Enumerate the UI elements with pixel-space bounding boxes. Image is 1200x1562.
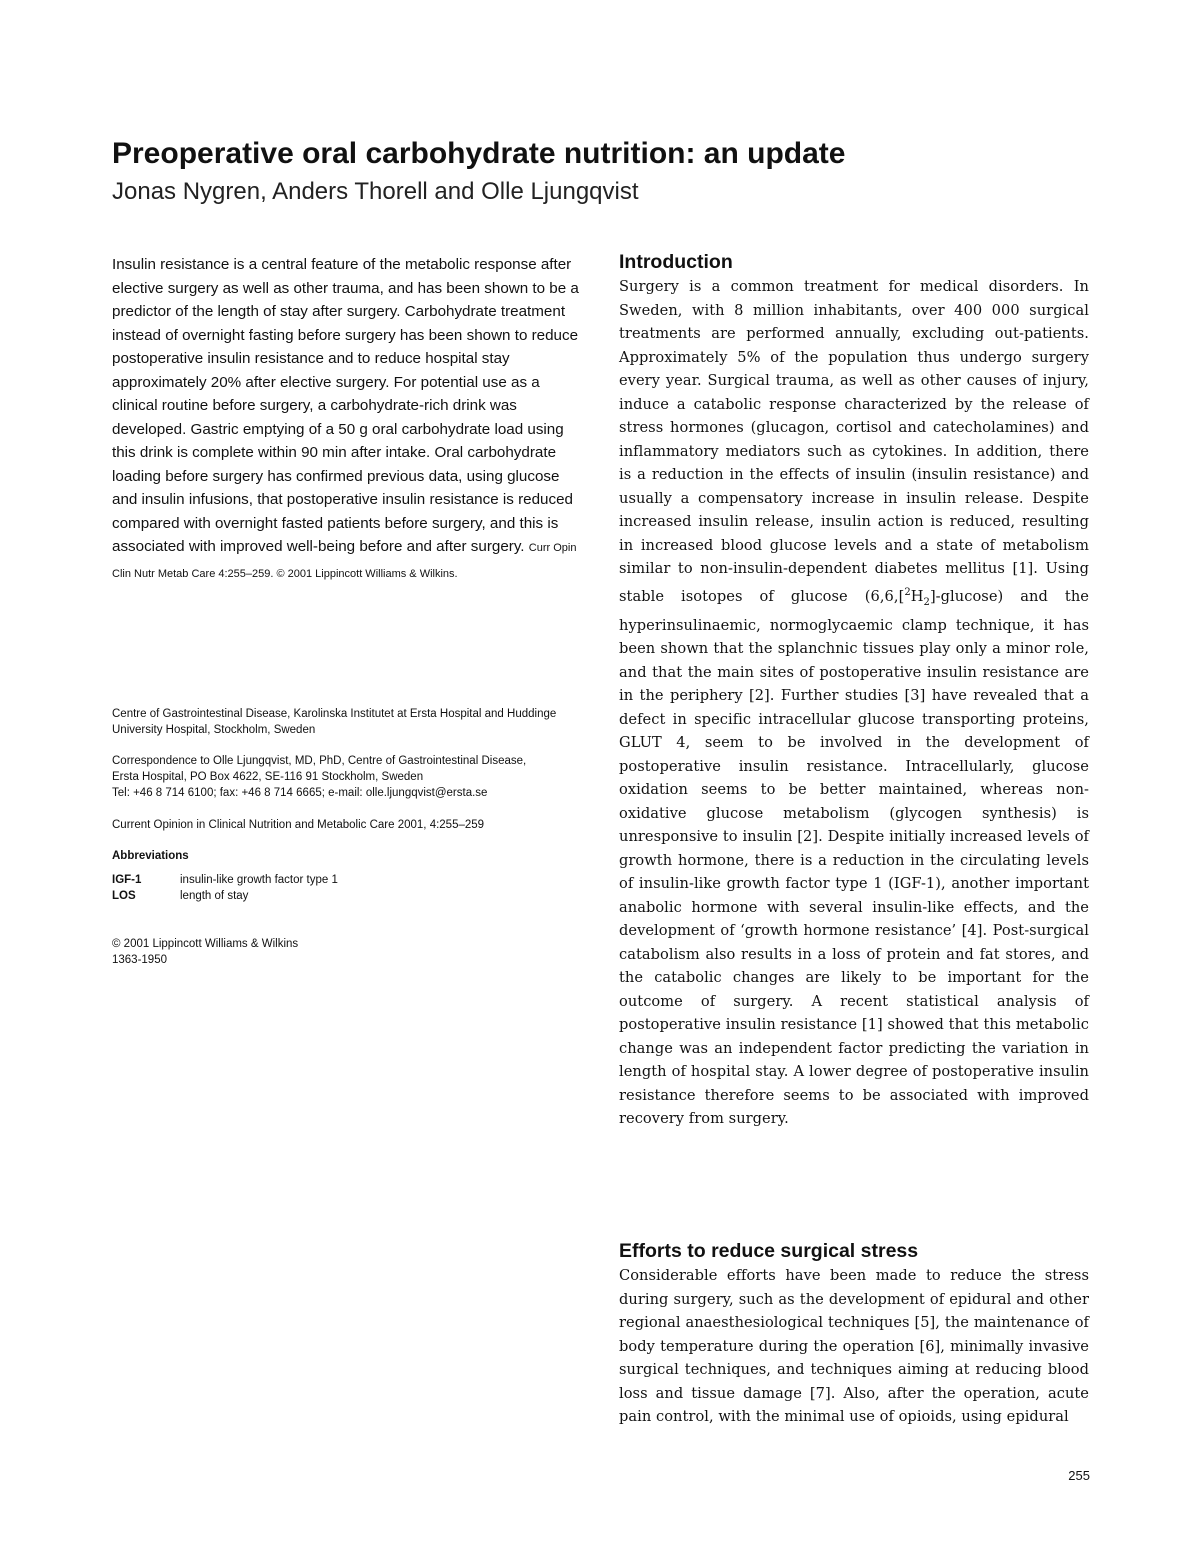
page-number: 255 — [1068, 1468, 1090, 1483]
efforts-text: Considerable efforts have been made to reduce the stress during surgery, such as the development of epidural and other regional anaesthesiological techniques [5], the maintenance of body temperature during the operation [6], minimally invasive surgical techniques, and techniques aiming at reducing blood loss and tissue damage [7]. Also, after the operation, acute pain control, with the minimal use of opioids, using epidural — [619, 1267, 1089, 1425]
correspondence-block — [112, 753, 586, 801]
issn-text: 1363-1950 — [112, 954, 167, 966]
abstract-citation: Curr Opin Clin Nutr Metab Care 4:255–259. © 2001 Lippincott Williams & Wilkins. — [112, 542, 577, 580]
introduction-text-part-2: ]-glucose) and the hyperinsulinaemic, normoglycaemic clamp technique, it has been shown that the splanchnic tissues play only a minor role, and that the main sites of postoperative insulin resistance are in the periphery [2]. Further studies [3] have revealed that a defect in specific intracellular glucose transporting proteins, GLUT 4, seem to be involved in the development of postoperative insulin resistance. Intracellularly, glucose oxidation seems to be better maintained, whereas non-oxidative glucose metabolism (glycogen synthesis) is unresponsive to insulin [2]. Despite initially increased levels of growth hormone, there is a reduction in the circulating levels of insulin-like growth factor type 1 (IGF-1), another important anabolic hormone with several insulin-like effects, and the development of ‘growth hormone resistance’ [4]. Post-surgical catabolism also results in a loss of protein and fat stores, and the catabolic changes are likely to be important for the outcome of surgery. A recent statistical analysis of postoperative insulin resistance [1] showed that this metabolic change was an independent factor predicting the variation in length of hospital stay. A lower degree of postoperative insulin resistance therefore seems to be associated with improved recovery from surgery. — [619, 587, 1089, 1128]
correspondence-line-1: Correspondence to Olle Ljungqvist, MD, PhD, Centre of Gastrointestinal Disease, — [112, 755, 527, 767]
abbreviation-row — [112, 872, 338, 888]
correspondence-line-3: Tel: +46 8 714 6100; fax: +46 8 714 6665; e-mail: olle.ljungqvist@ersta.se — [112, 787, 488, 799]
efforts-section — [619, 1238, 1089, 1429]
introduction-text-part-1: Surgery is a common treatment for medical disorders. In Sweden, with 8 million inhabitants, over 400 000 surgical treatments are performed annually, excluding out-patients. Approximately 5% of the population thus undergo surgery every year. Surgical trauma, as well as other causes of injury, induce a catabolic response characterized by the release of stress hormones (glucagon, cortisol and catecholamines) and inflammatory mediators such as cytokines. In addition, there is a reduction in the effects of insulin (insulin resistance) and usually a compensatory increase in insulin release. Despite increased insulin release, insulin action is reduced, resulting in increased blood glucose levels and a state of metabolism similar to non-insulin-dependent diabetes mellitus [1]. Using stable isotopes of glucose (6,6,[ — [619, 278, 1089, 605]
abbreviation-row — [112, 888, 338, 904]
abbreviations-table — [112, 872, 338, 904]
article-title: Preoperative oral carbohydrate nutrition: an update — [112, 137, 846, 170]
abbreviation-key: IGF-1 — [112, 874, 142, 886]
abstract-text: Insulin resistance is a central feature of the metabolic response after elective surgery as well as other trauma, and has been shown to be a predictor of the length of stay after surgery. Carbohydrate treatment instead of overnight fasting before surgery has been shown to reduce postoperative insulin resistance and to reduce hospital stay approximately 20% after elective surgery. For potential use as a clinical routine before surgery, a carbohydrate-rich drink was developed. Gastric emptying of a 50 g oral carbohydrate load using this drink is complete within 90 min after intake. Oral carbohydrate loading before surgery has confirmed previous data, using glucose and insulin infusions, that postoperative insulin resistance is reduced compared with overnight fasted patients before surgery, and this is associated with improved well-being before and after surgery. — [112, 256, 579, 555]
abbreviations-label: Abbreviations — [112, 850, 189, 862]
abbreviation-key: LOS — [112, 890, 136, 902]
journal-text: Current Opinion in Clinical Nutrition and Metabolic Care 2001, 4:255–259 — [112, 819, 485, 831]
isotope-subscript: 2 — [923, 596, 930, 608]
copyright-block — [112, 936, 586, 968]
copyright-text: © 2001 Lippincott Williams & Wilkins — [112, 938, 299, 950]
abstract — [112, 253, 586, 586]
introduction-heading: Introduction — [619, 251, 733, 273]
centre-text: Centre of Gastrointestinal Disease, Karolinska Institutet at Ersta Hospital and Huddinge University Hospital, Stockholm, Sweden — [112, 708, 557, 736]
isotope-symbol: H — [910, 587, 924, 605]
affiliation-centre — [112, 706, 586, 738]
efforts-heading: Efforts to reduce surgical stress — [619, 1240, 919, 1262]
abbreviations-heading — [112, 848, 586, 864]
author-list: Jonas Nygren, Anders Thorell and Olle Ljungqvist — [112, 178, 639, 205]
isotope-superscript: 2 — [904, 586, 911, 598]
abbreviation-value: length of stay — [180, 890, 249, 902]
introduction-section — [619, 249, 1089, 1131]
correspondence-line-2: Ersta Hospital, PO Box 4622, SE-116 91 Stockholm, Sweden — [112, 771, 424, 783]
journal-reference — [112, 817, 586, 833]
abbreviation-value: insulin-like growth factor type 1 — [180, 874, 338, 886]
introduction-text — [619, 275, 1089, 1131]
